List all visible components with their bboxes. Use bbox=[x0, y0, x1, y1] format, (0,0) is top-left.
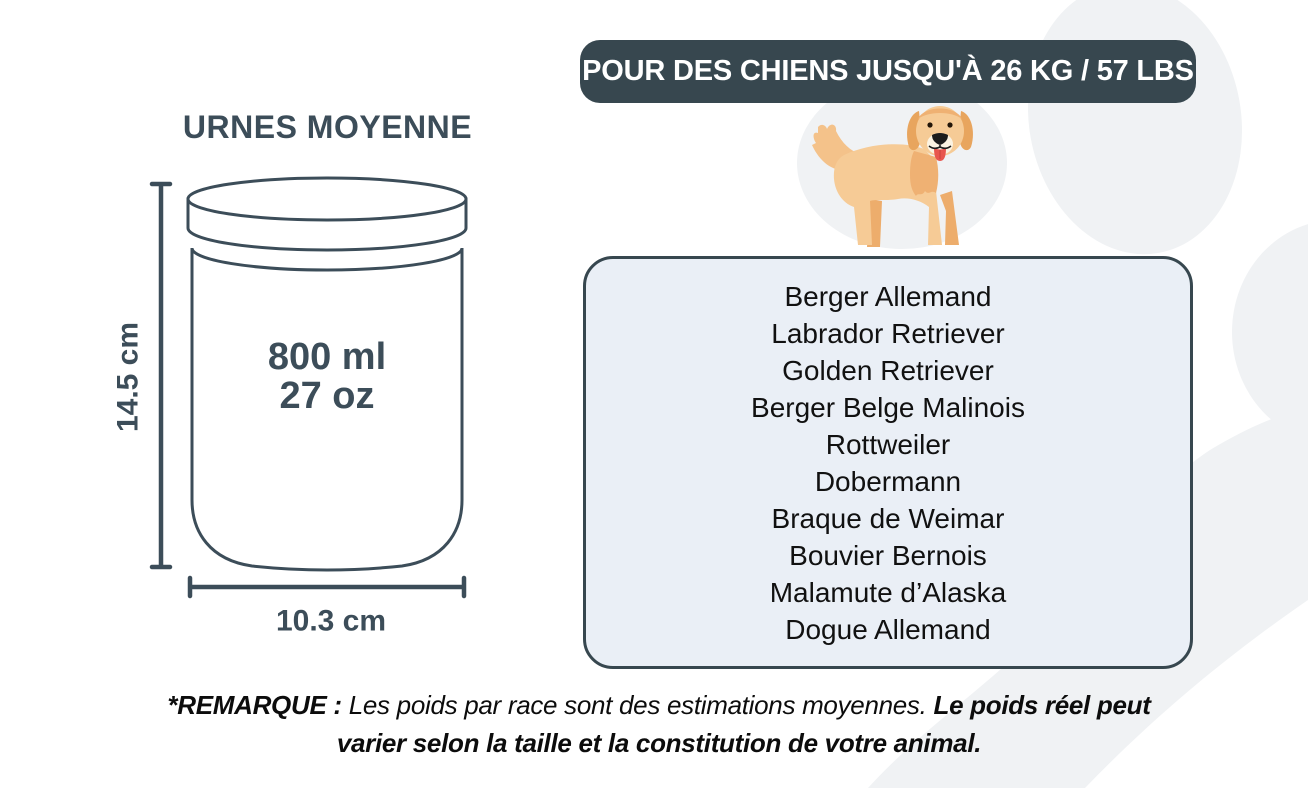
remark-bold-text: Le poids réel peut bbox=[933, 690, 1151, 720]
golden-retriever-illustration bbox=[782, 97, 1032, 257]
breed-item: Labrador Retriever bbox=[771, 317, 1005, 349]
breed-item: Dogue Allemand bbox=[785, 613, 991, 645]
breed-item: Berger Belge Malinois bbox=[751, 391, 1025, 423]
breed-item: Braque de Weimar bbox=[771, 502, 1005, 534]
urn-diagram bbox=[95, 170, 480, 640]
remark-regular-text: Les poids par race sont des estimations moyennes. bbox=[348, 690, 927, 720]
urn-volume-ml: 800 ml bbox=[267, 336, 387, 378]
remark-label: *REMARQUE : bbox=[167, 690, 342, 720]
urn-volume-oz: 27 oz bbox=[279, 375, 375, 417]
dog-right-eye bbox=[947, 122, 952, 127]
weight-badge-label: POUR DES CHIENS JUSQU'À 26 KG / 57 LBS bbox=[582, 55, 1194, 87]
paw-toe-right bbox=[1232, 220, 1308, 444]
remark-line-2: varier selon la taille et la constitution de votre animal. bbox=[336, 728, 982, 758]
breed-list-box bbox=[583, 256, 1193, 669]
breed-item: Malamute d’Alaska bbox=[769, 576, 1007, 608]
remark-note bbox=[154, 686, 1164, 762]
breed-item: Bouvier Bernois bbox=[789, 539, 987, 571]
page-title: URNES MOYENNE bbox=[182, 109, 473, 145]
breed-item: Berger Allemand bbox=[784, 280, 992, 312]
urn-lid-top bbox=[188, 178, 466, 220]
breed-item: Rottweiler bbox=[825, 428, 951, 460]
breed-list bbox=[751, 278, 1025, 648]
dog-left-eye bbox=[927, 122, 932, 127]
breed-item: Dobermann bbox=[814, 465, 962, 497]
dog-chest-ruff bbox=[910, 151, 938, 196]
urn-width-label: 10.3 cm bbox=[275, 604, 387, 638]
urn-height-label: 14.5 cm bbox=[111, 321, 145, 433]
weight-badge bbox=[580, 40, 1196, 103]
remark-line-1 bbox=[154, 686, 1164, 724]
width-dimension-line bbox=[190, 578, 464, 596]
breed-item: Golden Retriever bbox=[782, 354, 994, 386]
height-dimension-line bbox=[152, 184, 170, 567]
